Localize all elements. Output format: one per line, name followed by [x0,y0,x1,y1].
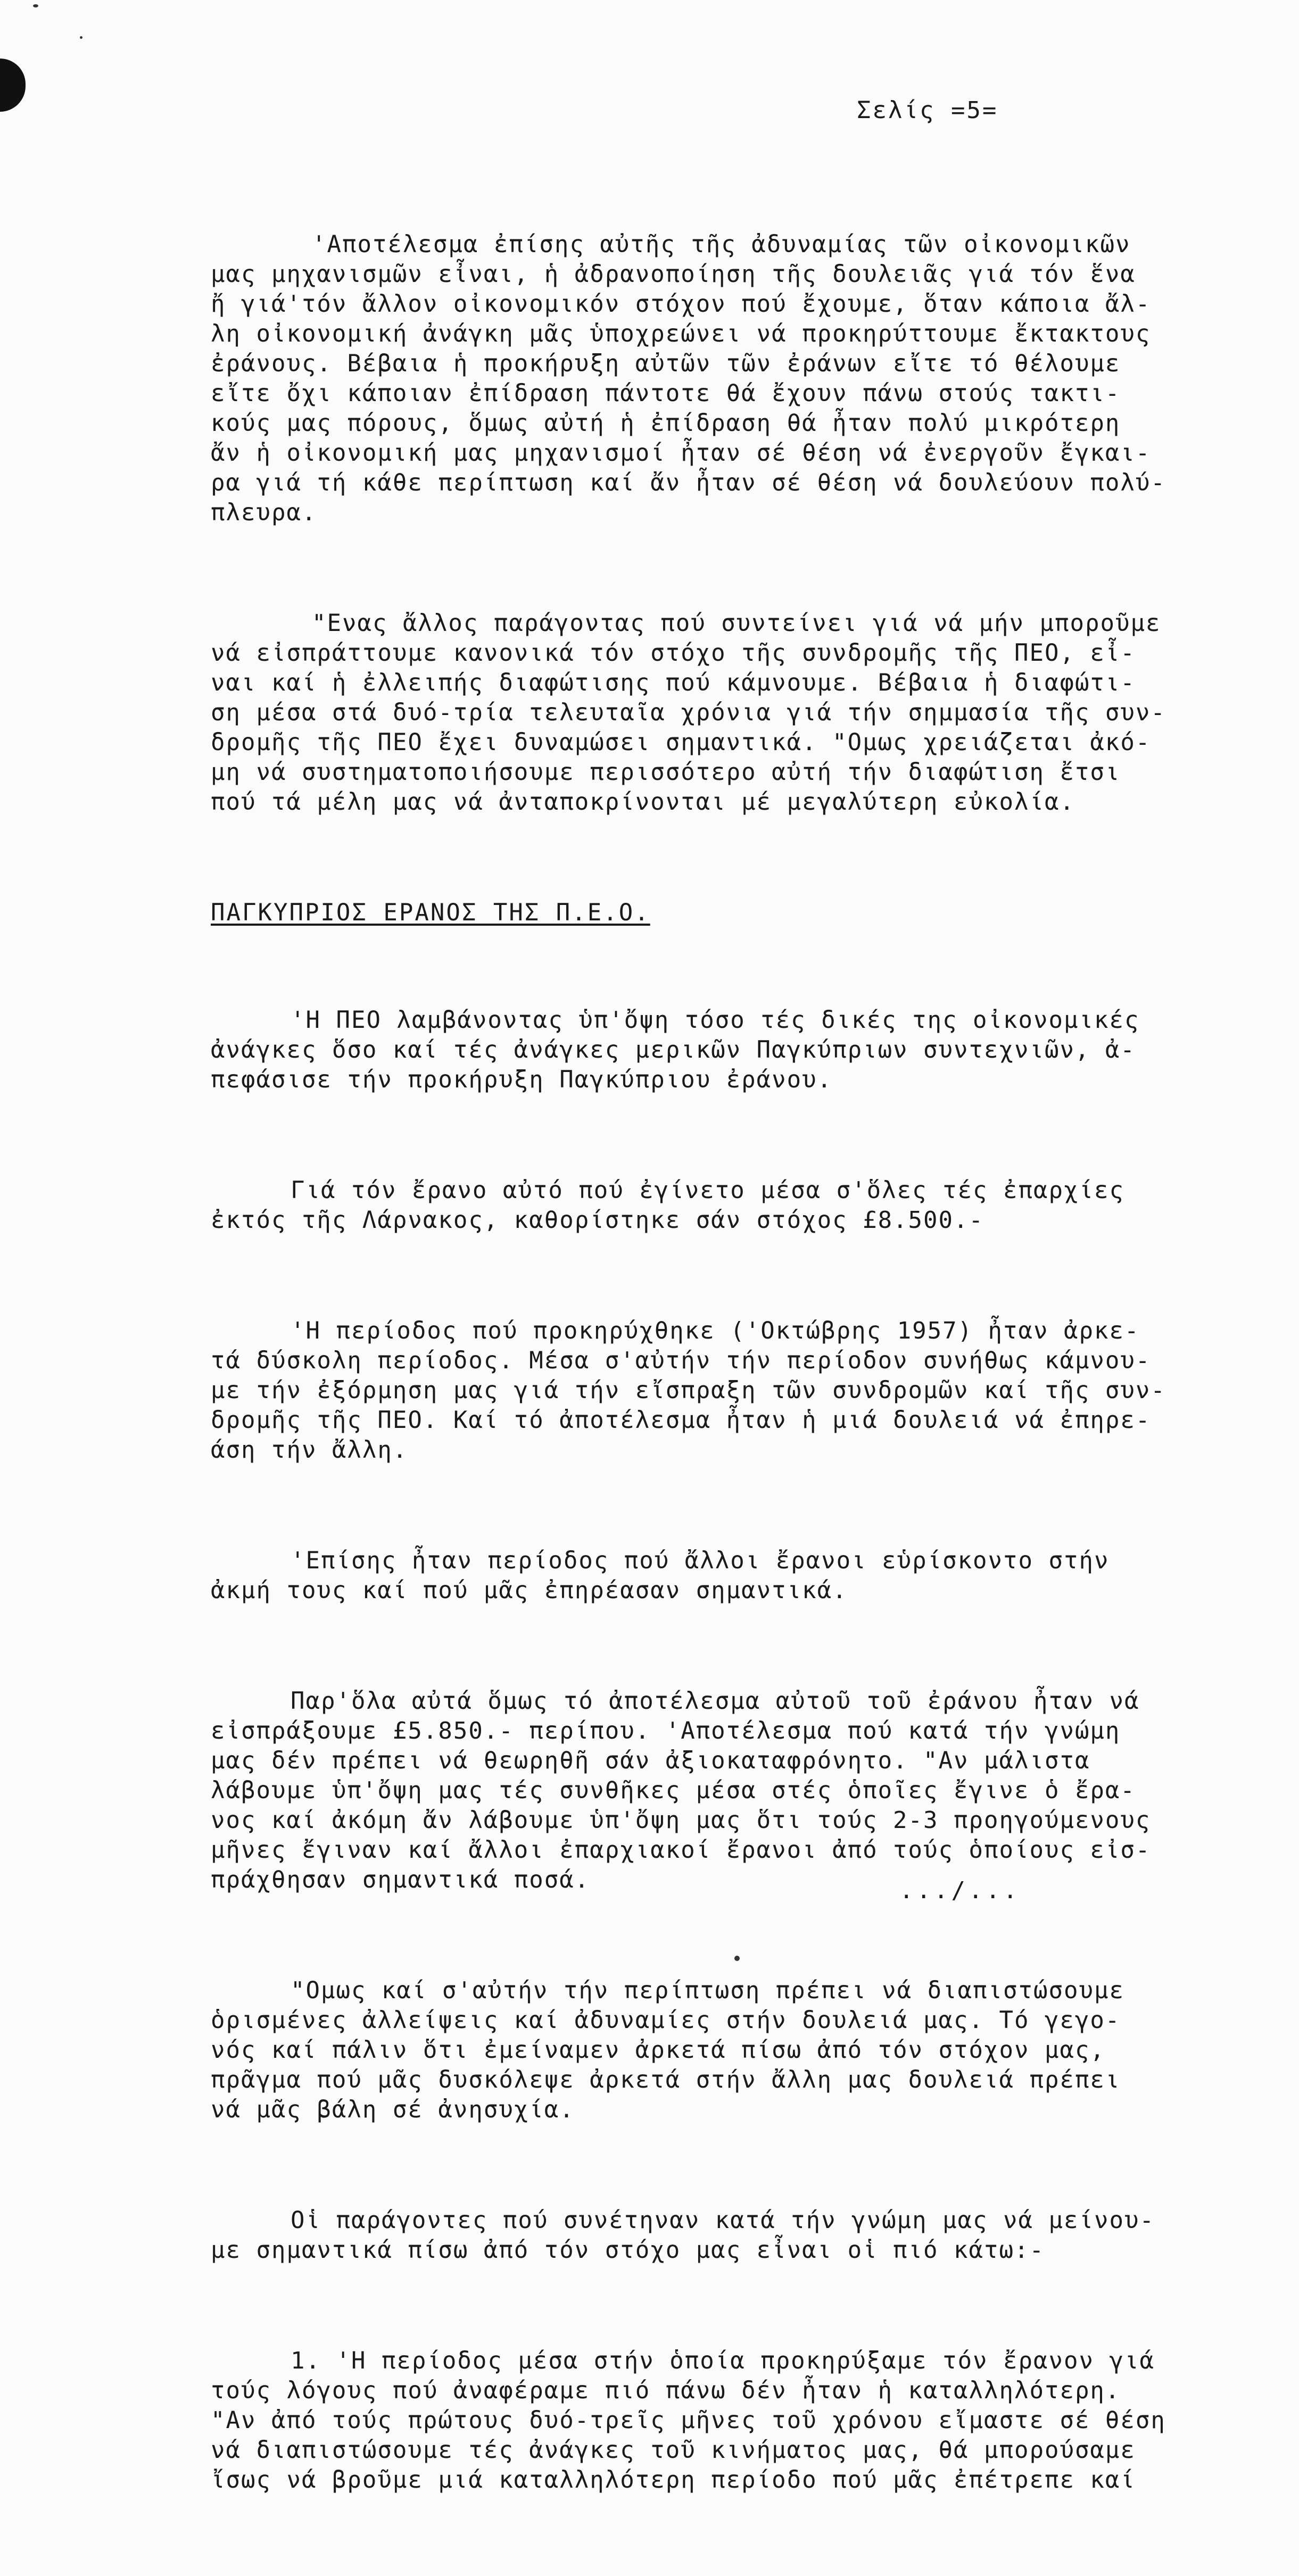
paragraph-3: 'Η ΠΕΟ λαμβάνοντας ὑπ'ὄψη τόσο τές δικές της οἰκονομικές ἀνάγκες ὅσο καί τές ἀνάγκες μερικῶν Παγκύπριων συντεχνιῶν, ἀ- πεφάσισε τήν προκήρυξη Παγκύπριου ἐράνου. [211,1007,1140,1093]
paragraph-4: Γιά τόν ἔρανο αὐτό πού ἐγίνετο μέσα σ'ὅλες τές ἐπαρχίες ἐκτός τῆς Λάρνακος, καθορίστηκε σάν στόχος £8.500.- [211,1177,1124,1234]
punch-hole-mark [0,59,26,112]
paragraph-7: Παρ'ὅλα αὐτά ὅμως τό ἀποτέλεσμα αὐτοῦ τοῦ ἐράνου ἦταν νά εἰσπράξουμε £5.850.- περίπου. 'Αποτέλεσμα πού κατά τήν γνώμη μας δέν πρέπει νά θεωρηθῆ σάν ἀξιοκαταφρόνητο. "Αν μάλιστα λάβουμε ὑπ'ὄψη μας τές συνθῆκες μέσα στές ὁποῖες ἔγινε ὁ ἔρα- νος καί ἀκόμη ἄν λάβουμε ὑπ'ὄψη μας ὅτι τούς 2-3 προηγούμενους μῆνες ἔγιναν καί ἄλλοι ἐπαρχιακοί ἔρανοι ἀπό τούς ὁποίους εἰσ- πράχθησαν σημαντικά ποσά. [211,1688,1151,1893]
paragraph-2: "Ενας ἄλλος παράγοντας πού συντείνει γιά νά μήν μποροῦμε νά εἰσπράττουμε κανονικά τόν στόχο τῆς συνδρομῆς τῆς ΠΕΟ, εἶ- ναι καί ἡ ἐλλειπής διαφώτισης πού κάμνουμε. Βέβαια ἡ διαφώτι- ση μέσα στά δυό-τρία τελευταῖα χρόνια γιά τήν σημμασία τῆς συν- δρομῆς τῆς ΠΕΟ ἔχει δυναμώσει σημαντικά. "Ομως χρειάζεται ἀκό- μη νά συστηματοποιήσουμε περισσότερο αὐτή τήν διαφώτιση ἔτσι πού τά μέλη μας νά ἀνταποκρίνονται μέ μεγαλύτερη εὐκολία. [211,610,1166,816]
document-body [211,170,1254,2576]
section-heading: ΠΑΓΚΥΠΡΙΟΣ ΕΡΑΝΟΣ ΤΗΣ Π.Ε.Ο. [211,899,650,926]
paragraph-1: 'Αποτέλεσμα ἐπίσης αὐτῆς τῆς ἀδυναμίας τῶν οἰκονομικῶν μας μηχανισμῶν εἶναι, ἡ ἀδρανοποίηση τῆς δουλειᾶς γιά τόν ἕνα ἤ γιά'τόν ἄλλον οἰκονομικόν στόχον πού ἔχουμε, ὅταν κάποια ἄλ- λη οἰκονομική ἀνάγκη μᾶς ὑποχρεώνει νά προκηρύττουμε ἔκτακτους ἐράνους. Βέβαια ἡ προκήρυξη αὐτῶν τῶν ἐράνων εἴτε τό θέλουμε εἴτε ὄχι κάποιαν ἐπίδραση πάντοτε θά ἔχουν πάνω στούς τακτι- κούς μας πόρους, ὅμως αὐτή ἡ ἐπίδραση θά ἦταν πολύ μικρότερη ἄν ἡ οἰκονομική μας μηχανισμοί ἦταν σέ θέση νά ἐνεργοῦν ἔγκαι- ρα γιά τή κάθε περίπτωση καί ἄν ἦταν σέ θέση νά δουλεύουν πολύ- πλευρα. [211,231,1166,526]
list-item-1: 1. 'Η περίοδος μέσα στήν ὁποία προκηρύξαμε τόν ἔρανον γιά τούς λόγους πού ἀναφέραμε πιό πάνω δέν ἦταν ἡ καταλληλότερη. "Αν ἀπό τούς πρώτους δυό-τρεῖς μῆνες τοῦ χρόνου εἴμαστε σέ θέση νά διαπιστώσουμε τές ἀνάγκες τοῦ κινήματος μας, θά μπορούσαμε ἴσως νά βροῦμε μιά καταλληλότερη περίοδο πού μᾶς ἐπέτρεπε καί [211,2347,1166,2494]
continuation-mark: .../... [899,1877,1021,1904]
paragraph-6: 'Επίσης ἦταν περίοδος πού ἄλλοι ἔρανοι εὑρίσκοντο στήν ἀκμή τους καί πού μᾶς ἐπηρέασαν σημαντικά. [211,1547,1110,1604]
paragraph-9: Οἱ παράγοντες πού συνέτηναν κατά τήν γνώμη μας νά μείνου- με σημαντικά πίσω ἀπό τόν στόχο μας εἶναι οἱ πιό κάτω:- [211,2207,1155,2264]
paragraph-8: "Ομως καί σ'αὐτήν τήν περίπτωση πρέπει νά διαπιστώσουμε ὁρισμένες ἀλλείψεις καί ἀδυναμίες στήν δουλειά μας. Τό γεγο- νός καί πάλιν ὅτι ἐμείναμεν ἀρκετά πίσω ἀπό τόν στόχον μας, πρᾶγμα πού μᾶς δυσκόλεψε ἀρκετά στήν ἄλλη μας δουλειά πρέπει νά μᾶς βάλη σέ ἀνησυχία. [211,1977,1124,2123]
page-number: Σελίς =5= [857,97,998,124]
ink-speck [80,36,82,39]
paragraph-5: 'Η περίοδος πού προκηρύχθηκε ('Οκτώβρης 1957) ἦταν ἀρκε- τά δύσκολη περίοδος. Μέσα σ'αὐτήν τήν περίοδον συνήθως κάμνου- με τήν ἐξόρμηση μας γιά τήν εἴσπραξη τῶν συνδρομῶν καί τῆς συν- δρομῆς τῆς ΠΕΟ. Καί τό ἀποτέλεσμα ἦταν ἡ μιά δουλειά νά ἐπηρε- άση τήν ἄλλη. [211,1317,1166,1464]
ink-speck [33,4,38,7]
